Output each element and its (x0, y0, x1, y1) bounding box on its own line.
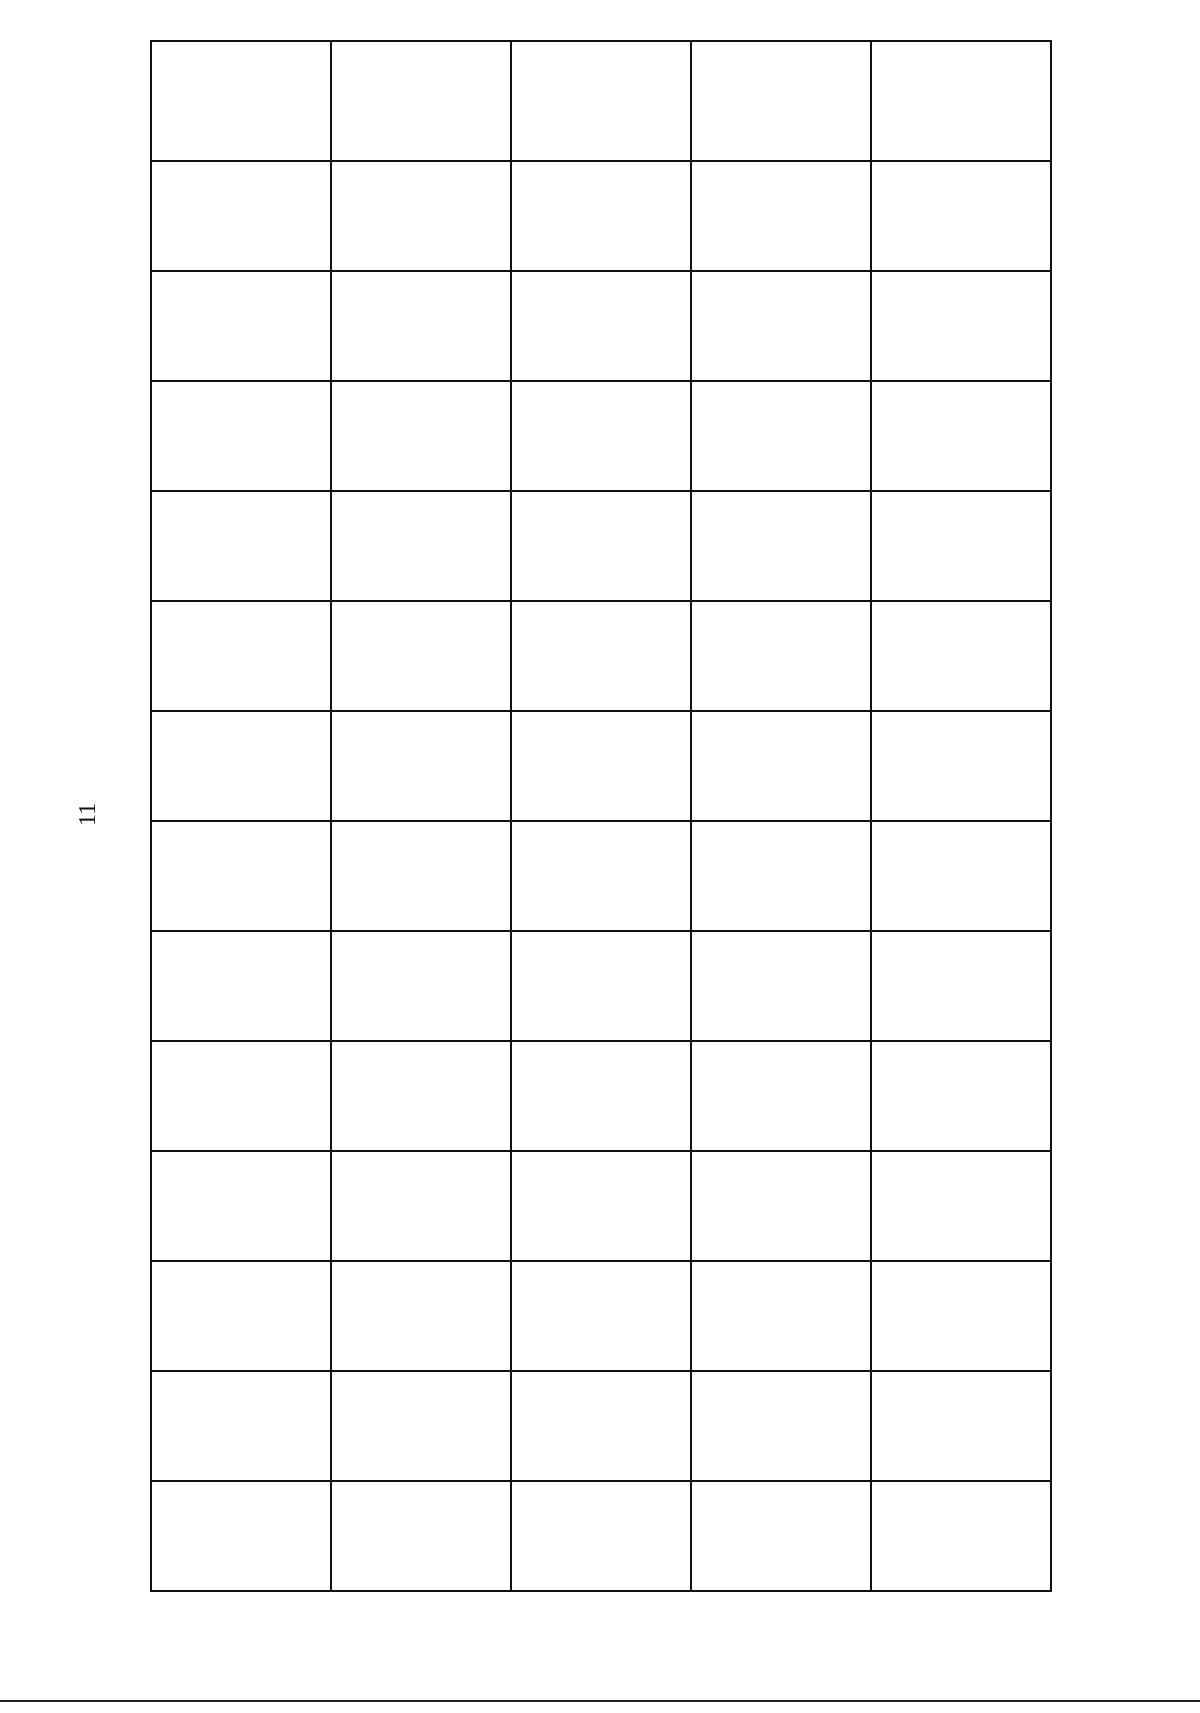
table-cell (871, 161, 1051, 271)
table-cell (691, 491, 871, 601)
table-cell (151, 601, 331, 711)
table-cell (151, 41, 331, 161)
table-cell (331, 711, 511, 821)
table-cell (331, 1151, 511, 1261)
table-cell (511, 161, 691, 271)
table-cell (151, 821, 331, 931)
table-cell (331, 1261, 511, 1371)
table-cell (691, 1481, 871, 1591)
table-cell (871, 41, 1051, 161)
table-cell (511, 931, 691, 1041)
table-cell (331, 601, 511, 711)
table-cell (331, 1481, 511, 1591)
table-cell (331, 1371, 511, 1481)
table-cell (691, 601, 871, 711)
table-cell (691, 1041, 871, 1151)
table-cell (511, 1041, 691, 1151)
table-cell (331, 821, 511, 931)
table-cell (331, 161, 511, 271)
table-cell (151, 1041, 331, 1151)
table-cell (691, 381, 871, 491)
table-cell (511, 1371, 691, 1481)
table-cell (871, 1151, 1051, 1261)
table-cell (691, 1371, 871, 1481)
table-cell (691, 931, 871, 1041)
document-table (150, 40, 1052, 1592)
table-cell (691, 1151, 871, 1261)
table-cell (151, 161, 331, 271)
table-cell (871, 381, 1051, 491)
table-cell (871, 821, 1051, 931)
table-cell (871, 1371, 1051, 1481)
table-cell (691, 821, 871, 931)
table-cell (151, 1151, 331, 1261)
table-cell (511, 491, 691, 601)
table-cell (691, 161, 871, 271)
table-cell (691, 271, 871, 381)
table-cell (151, 931, 331, 1041)
table-cell (151, 271, 331, 381)
table-cell (871, 711, 1051, 821)
table-cell (331, 41, 511, 161)
table-cell (151, 1261, 331, 1371)
table-cell (511, 601, 691, 711)
table-cell (151, 491, 331, 601)
table-cell (871, 1481, 1051, 1591)
table-cell (691, 711, 871, 821)
table-cell (151, 711, 331, 821)
table-cell (691, 41, 871, 161)
table-cell (331, 491, 511, 601)
table-cell (511, 1481, 691, 1591)
table-cell (331, 271, 511, 381)
table-cell (871, 601, 1051, 711)
page-number: 11 (75, 802, 101, 826)
table-cell (331, 381, 511, 491)
table-cell (331, 1041, 511, 1151)
table-cell (151, 1481, 331, 1591)
table-cell (511, 381, 691, 491)
table-cell (511, 711, 691, 821)
table-cell (871, 491, 1051, 601)
table-cell (151, 1371, 331, 1481)
table-cell (511, 1151, 691, 1261)
table-cell (511, 271, 691, 381)
table-cell (331, 931, 511, 1041)
table-cell (511, 821, 691, 931)
table-cell (871, 1261, 1051, 1371)
footer-line (0, 1700, 1200, 1702)
table-cell (151, 381, 331, 491)
table-cell (871, 1041, 1051, 1151)
table-cell (871, 271, 1051, 381)
table-cell (691, 1261, 871, 1371)
table-cell (871, 931, 1051, 1041)
table-cell (511, 41, 691, 161)
table-cell (511, 1261, 691, 1371)
